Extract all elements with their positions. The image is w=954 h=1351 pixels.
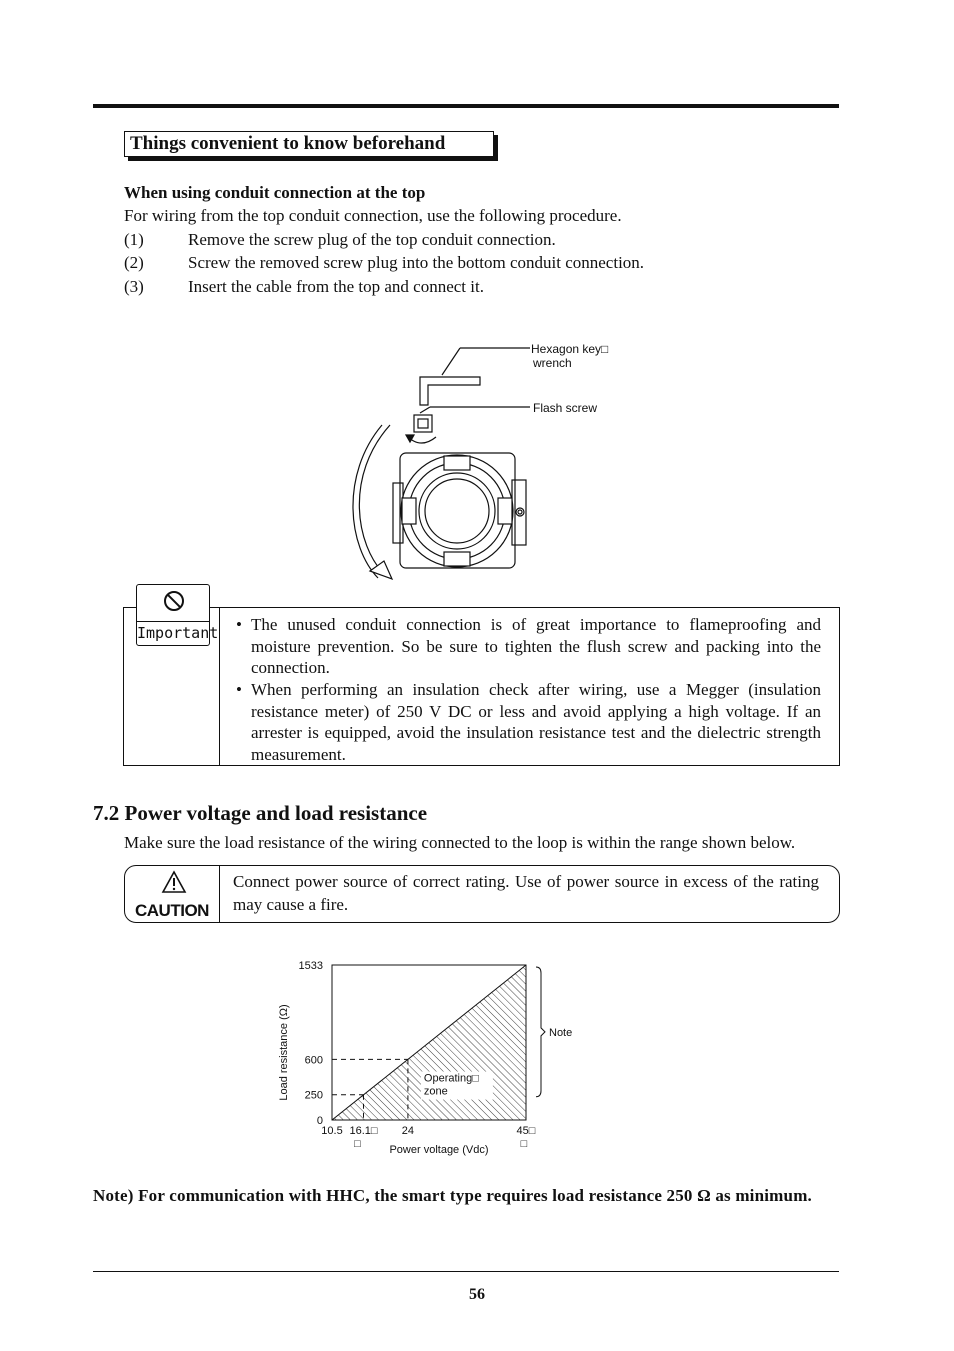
step-text: Insert the cable from the top and connect it. bbox=[188, 277, 484, 296]
x-axis-label: Power voltage (Vdc) bbox=[389, 1144, 489, 1156]
important-divider bbox=[219, 607, 220, 766]
x-tick-label: 45□ bbox=[516, 1125, 536, 1137]
step-number: (3) bbox=[124, 277, 144, 296]
hex-key-wrench bbox=[420, 377, 480, 405]
conduit-figure bbox=[340, 335, 640, 585]
x-tick-marker: □ bbox=[520, 1138, 528, 1150]
prohibition-icon bbox=[163, 590, 185, 612]
load-resistance-chart bbox=[270, 955, 590, 1165]
caution-label: CAUTION bbox=[135, 901, 209, 920]
warning-icon bbox=[161, 870, 187, 894]
x-tick-label: 24 bbox=[401, 1125, 415, 1137]
bullet-dot: • bbox=[236, 615, 242, 634]
step-text: Remove the screw plug of the top conduit connection. bbox=[188, 230, 556, 249]
caution-text: Connect power source of correct rating. Use of power source in excess of the rating may cause a fire. bbox=[233, 872, 819, 914]
housing-cover bbox=[401, 455, 513, 567]
section-title: 7.2 Power voltage and load resistance bbox=[93, 801, 428, 825]
things-box bbox=[124, 131, 494, 157]
zone-label: zone bbox=[423, 1085, 448, 1098]
caution-divider bbox=[219, 866, 220, 922]
page-number: 56 bbox=[469, 1286, 485, 1303]
x-tick-marker: □ bbox=[354, 1138, 361, 1150]
important-bullet-text: The unused conduit connection is of great importance to flameproofing and moisture prevention. So be sure to tighten the flush screw and packing into the connection. bbox=[251, 615, 821, 678]
y-axis-label: Load resistance (Ω) bbox=[278, 1004, 290, 1101]
zone-label: Operating□ bbox=[423, 1072, 479, 1085]
y-tick-label: 250 bbox=[304, 1089, 323, 1102]
flash-screw-label: Flash screw bbox=[533, 401, 598, 415]
important-icon-separator bbox=[137, 621, 209, 622]
step-number: (2) bbox=[124, 253, 144, 272]
bottom-rule bbox=[93, 1271, 839, 1272]
note-bracket bbox=[536, 967, 545, 1097]
conduit-heading: When using conduit connection at the top bbox=[124, 183, 426, 202]
important-icon bbox=[136, 584, 219, 646]
y-tick-label: 600 bbox=[304, 1054, 323, 1067]
conduit-intro: For wiring from the top conduit connection, use the following procedure. bbox=[124, 206, 622, 225]
important-label: Important bbox=[137, 624, 219, 642]
flush-screw bbox=[414, 415, 432, 432]
x-tick-label: 10.5 bbox=[321, 1125, 343, 1137]
note-text: Note) For communication with HHC, the smart type requires load resistance 250 Ω as minimum. bbox=[93, 1186, 813, 1205]
y-tick-label: 0 bbox=[316, 1115, 323, 1127]
important-bullet bbox=[238, 679, 821, 765]
bullet-dot: • bbox=[236, 680, 242, 699]
x-tick-label: 16.1□ bbox=[349, 1125, 378, 1137]
important-bullet-text: When performing an insulation check after wiring, use a Megger (insulation resistance meter) of 250 V DC or less and avoid applying a high voltage. If an arrester is equipped, avoid the insulation resistance test and the dielectric strength measurement. bbox=[251, 680, 821, 764]
wrench-label: Hexagon key□ bbox=[531, 342, 609, 356]
wrench-label-line2: wrench bbox=[533, 356, 572, 370]
step-text: Screw the removed screw plug into the bottom conduit connection. bbox=[188, 253, 645, 272]
section-intro: Make sure the load resistance of the wiring connected to the loop is within the range shown below. bbox=[124, 833, 796, 852]
things-box-title: Things convenient to know beforehand bbox=[130, 133, 446, 154]
step-number: (1) bbox=[124, 230, 144, 249]
important-bullet bbox=[238, 614, 821, 679]
top-rule bbox=[93, 104, 839, 108]
y-tick-label: 1533 bbox=[298, 960, 323, 972]
note-bracket-label: Note bbox=[549, 1026, 573, 1039]
